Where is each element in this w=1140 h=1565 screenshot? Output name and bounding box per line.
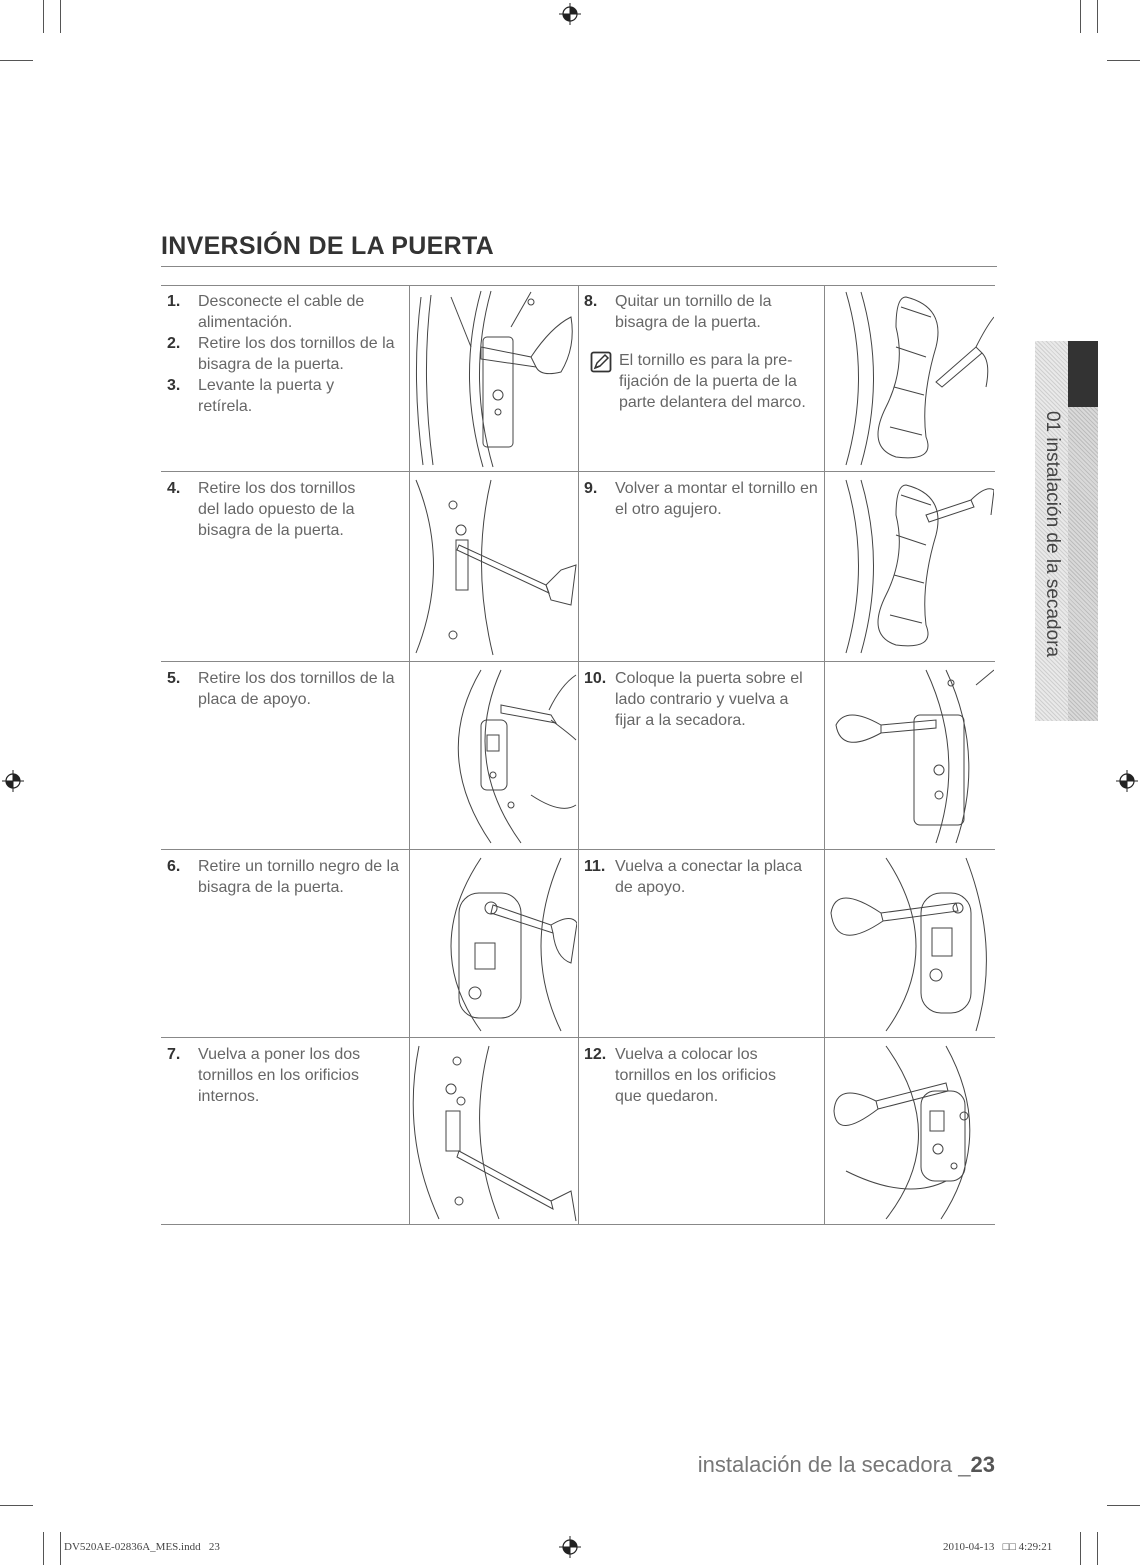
step-text: Quitar un tornillo de la bisagra de la puerta. (615, 293, 772, 331)
crop-mark (60, 1532, 61, 1565)
crop-mark (1080, 1532, 1081, 1565)
step-text: Vuelva a colocar los tornillos en los orificios que quedaron. (615, 1046, 776, 1105)
illustration-remaining-screws (826, 1041, 994, 1223)
step-number: 3. (167, 377, 181, 394)
crop-mark (1097, 0, 1098, 33)
step-text: Volver a montar el tornillo en el otro agujero. (615, 480, 818, 518)
step-number: 8. (584, 293, 598, 310)
note-pencil-icon (590, 351, 612, 373)
illustration-hinge-screw (826, 287, 994, 469)
crop-mark (43, 1532, 44, 1565)
step-text: Desconecte el cable de alimentación. (198, 293, 365, 331)
crop-mark (1097, 1532, 1098, 1565)
registration-mark-icon (2, 770, 24, 792)
note-text: El tornillo es para la pre-fijación de la puerta de la parte delantera del marco. (619, 352, 806, 411)
step-text: Retire un tornillo negro de la bisagra de la puerta. (198, 858, 400, 896)
crop-mark (1107, 60, 1140, 61)
slug-filename: DV520AE-02836A_MES.indd 23 (64, 1541, 220, 1553)
crop-mark (60, 0, 61, 33)
crop-mark (43, 0, 44, 33)
column-divider (409, 285, 410, 1225)
step-number: 9. (584, 480, 598, 497)
illustration-black-screw (411, 853, 577, 1035)
step-number: 2. (167, 335, 181, 352)
page-number: 23 (970, 1452, 995, 1477)
side-tab-shade (1068, 407, 1098, 721)
step-text: Retire los dos tornillos del lado opuesto de la bisagra de la puerta. (198, 480, 356, 539)
footer-section: instalación de la secadora _ (697, 1452, 971, 1477)
step-text: Retire los dos tornillos de la placa de apoyo. (198, 670, 395, 708)
step-text: Coloque la puerta sobre el lado contrario y vuelva a fijar a la secadora. (615, 670, 803, 729)
registration-mark-icon (559, 1536, 581, 1558)
crop-mark (0, 1505, 33, 1506)
step-item (167, 333, 403, 375)
slug-timestamp: 2010-04-13 □□ 4:29:21 (943, 1541, 1053, 1553)
step-item (167, 375, 403, 417)
illustration-back-plate (411, 665, 577, 847)
illustration-remove-screws (411, 475, 577, 659)
illustration-reattach-door (826, 665, 994, 847)
step-number: 1. (167, 293, 181, 310)
column-divider (824, 285, 825, 1225)
illustration-door-hinge (411, 287, 577, 469)
step-text: Vuelva a conectar la placa de apoyo. (615, 858, 803, 896)
step-cell (167, 291, 403, 417)
step-number: 5. (167, 670, 181, 687)
illustration-screw-other-hole (826, 475, 994, 659)
crop-mark (1080, 0, 1081, 33)
crop-mark (1107, 1505, 1140, 1506)
side-tab-label: 01 instalación de la secadora (1042, 410, 1063, 658)
step-number: 11. (584, 858, 606, 875)
step-item (167, 291, 403, 333)
title-divider (161, 266, 997, 267)
illustration-replace-screws (411, 1041, 577, 1223)
crop-mark (0, 60, 33, 61)
registration-mark-icon (1116, 770, 1138, 792)
step-text: Retire los dos tornillos de la bisagra de la puerta. (198, 335, 395, 373)
side-tab-marker (1068, 341, 1098, 407)
page-footer (698, 1452, 995, 1478)
instruction-grid (161, 285, 995, 1225)
step-number: 6. (167, 858, 181, 875)
registration-mark-icon (559, 3, 581, 25)
step-number: 12. (584, 1046, 607, 1063)
step-text: Vuelva a poner los dos tornillos en los orificios internos. (198, 1046, 361, 1105)
page-title: INVERSIÓN DE LA PUERTA (161, 232, 495, 260)
step-number: 4. (167, 480, 181, 497)
step-text: Levante la puerta y retírela. (198, 377, 335, 415)
step-number: 10. (584, 670, 607, 687)
column-divider (578, 285, 579, 1225)
illustration-back-plate-reconnect (826, 853, 994, 1035)
step-number: 7. (167, 1046, 181, 1063)
